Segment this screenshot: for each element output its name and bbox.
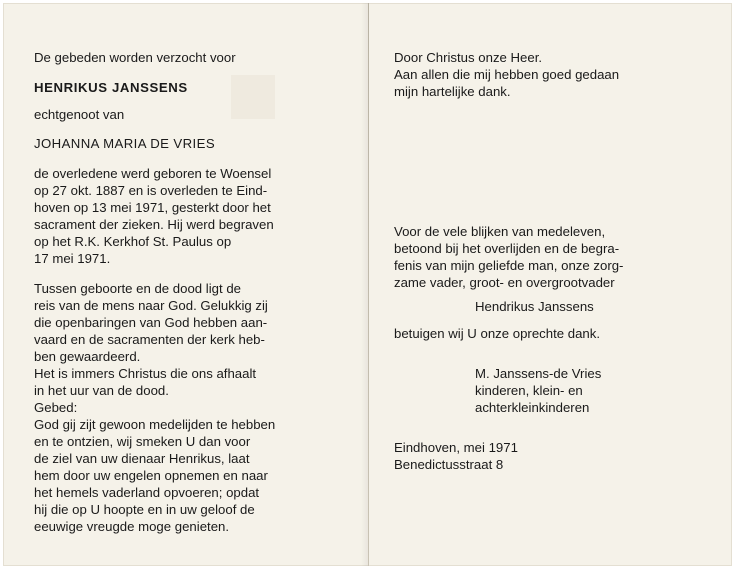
text-line: ben gewaardeerd. (34, 349, 141, 364)
intro-text: De gebeden worden verzocht voor (34, 50, 236, 65)
bio-line: de overledene werd geboren te Woensel (34, 166, 272, 181)
bio-line: hoven op 13 mei 1971, gesterkt door het (34, 200, 271, 215)
bio-line: op 27 okt. 1887 en is overleden te Eind- (34, 183, 268, 198)
address-line: Benedictusstraat 8 (394, 457, 504, 472)
text-line: Tussen geboorte en de dood ligt de (34, 281, 242, 296)
spouse-label: echtgenoot van (34, 107, 125, 122)
text-line: reis van de mens naar God. Gelukkig zij (34, 298, 268, 313)
thanks-line: betoond bij het overlijden en de begra- (394, 241, 620, 256)
text-line: hij die op U hoopte en in uw geloof de (34, 502, 255, 517)
bio-line: sacrament der zieken. Hij werd begraven (34, 217, 274, 232)
text-line: het hemels vaderland opvoeren; opdat (34, 485, 260, 500)
bio-line: op het R.K. Kerkhof St. Paulus op (34, 234, 232, 249)
address-line: Eindhoven, mei 1971 (394, 440, 518, 455)
deceased-name-signature: Hendrikus Janssens (475, 299, 594, 314)
memorial-card (3, 3, 732, 566)
deceased-name: HENRIKUS JANSSENS (34, 80, 188, 95)
prayer-end-line: Aan allen die mij hebben goed gedaan (394, 67, 620, 82)
text-line: Het is immers Christus die ons afhaalt (34, 366, 257, 381)
text-line: Gebed: (34, 400, 78, 415)
family-line: M. Janssens-de Vries (475, 366, 602, 381)
text-line: in het uur van de dood. (34, 383, 169, 398)
prayer-end-line: mijn hartelijke dank. (394, 84, 511, 99)
family-line: kinderen, klein- en (475, 383, 583, 398)
text-line: en te ontzien, wij smeken U dan voor (34, 434, 251, 449)
fold-shadow (361, 3, 368, 566)
prayer-end-line: Door Christus onze Heer. (394, 50, 543, 65)
thanks-line: zame vader, groot- en overgrootvader (394, 275, 615, 290)
text-line: hem door uw engelen opnemen en naar (34, 468, 268, 483)
text-line: vaard en de sacramenten der kerk heb- (34, 332, 265, 347)
thanks-line: fenis van mijn geliefde man, onze zorg- (394, 258, 624, 273)
text-line: God gij zijt gewoon medelijden te hebben (34, 417, 276, 432)
family-line: achterkleinkinderen (475, 400, 590, 415)
faded-emblem (231, 75, 275, 119)
text-line: eeuwige vreugde moge genieten. (34, 519, 230, 534)
text-line: die openbaringen van God hebben aan- (34, 315, 268, 330)
text-line: de ziel van uw dienaar Henrikus, laat (34, 451, 250, 466)
thanks-line: Voor de vele blijken van medeleven, (394, 224, 606, 239)
spouse-name: JOHANNA MARIA DE VRIES (34, 136, 216, 151)
bio-line: 17 mei 1971. (34, 251, 111, 266)
thanks-closing: betuigen wij U onze oprechte dank. (394, 326, 601, 341)
center-fold (368, 3, 369, 566)
